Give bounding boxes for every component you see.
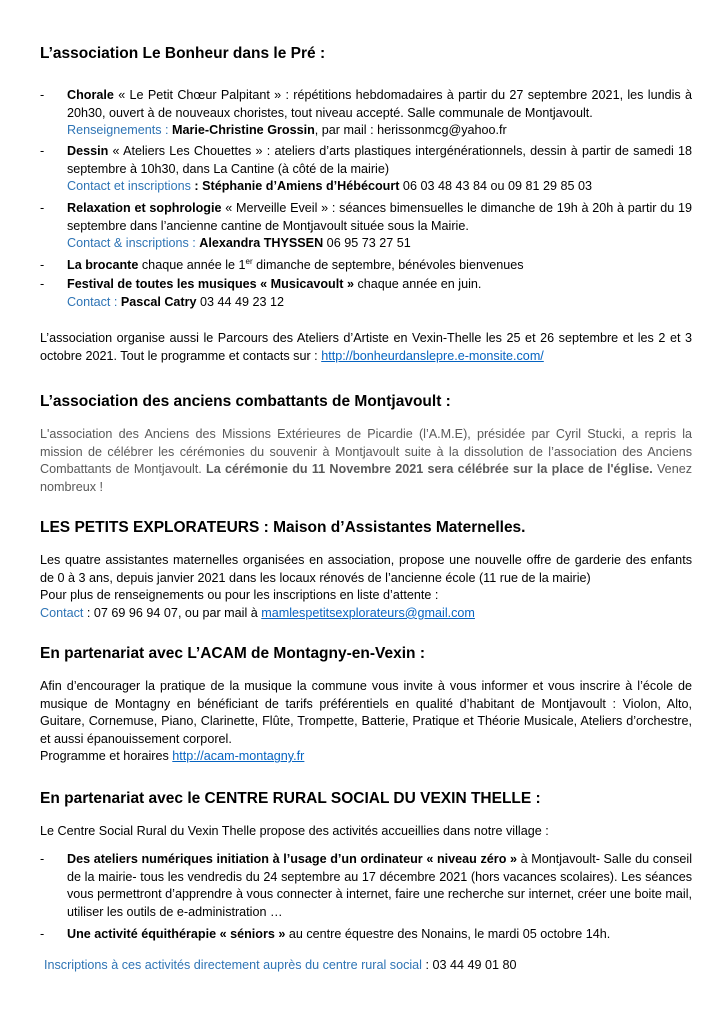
contact-rest: 03 44 49 23 12 <box>196 294 285 309</box>
footer-label: Inscriptions à ces activités directement auprès du centre rural social <box>44 958 422 972</box>
contact-label: Contact et inscriptions <box>67 179 195 194</box>
list-item-dessin <box>67 143 692 196</box>
bullet-dash: - <box>40 927 45 941</box>
contact-label: Contact <box>40 605 84 620</box>
section-body-acam <box>40 678 692 766</box>
section-title-centre-rural: En partenariat avec le CENTRE RURAL SOCIAL DU VEXIN THELLE : <box>40 790 541 807</box>
section-title-explorateurs: LES PETITS EXPLORATEURS : Maison d’Assistantes Maternelles. <box>40 519 526 536</box>
outro-text: L’association organise aussi le Parcours des Ateliers d’Artiste en Vexin-Thelle les 25 et 26 septembre et les 2 et 3 octobre 2021. Tout le programme et contacts sur : <box>40 331 692 363</box>
contact-rest: 06 03 48 43 84 ou 09 81 29 85 03 <box>399 179 593 194</box>
footer-phone: : 03 44 49 01 80 <box>422 958 517 972</box>
list-item-equitherapie <box>67 926 692 944</box>
item-text: « Ateliers Les Chouettes » : ateliers d’arts plastiques intergénérationnels, dessin à partir de samedi 18 septembre à 10h30, dans La Cantine (à côté de la mairie) <box>67 144 692 176</box>
bullet-dash: - <box>40 277 45 291</box>
item-name: La brocante <box>67 258 139 272</box>
list-item-brocante <box>67 257 692 275</box>
section-title-acam: En partenariat avec L’ACAM de Montagny-en-Vexin : <box>40 645 425 662</box>
bullet-dash: - <box>40 201 45 215</box>
bullet-dash: - <box>40 852 45 866</box>
contact-label: Contact & inscriptions : <box>67 236 200 251</box>
item-text: à Montjavoult- Salle du conseil de la mairie- tous les vendredis du 24 septembre au 17 décembre 2021 (hors vacances scolaires). Les séances vous permettront d’apprendre à vous connecter à internet, faire une recherche sur internet, créer une boite mail, utiliser les outils de e-administration … <box>67 852 692 919</box>
item-bold: Des ateliers numériques initiation à l’usage d’un ordinateur « niveau zéro » <box>67 852 518 866</box>
contact-name: : Stéphanie d’Amiens d’Hébécourt <box>194 179 400 194</box>
contact-name: Pascal Catry <box>120 294 197 309</box>
section-body-explorateurs <box>40 552 692 622</box>
item-name: Festival de toutes les musiques « Musicavoult » <box>67 277 354 291</box>
section-title-combattants: L’association des anciens combattants de Montjavoult : <box>40 393 451 410</box>
body-text: L'association des Anciens des Missions Extérieures de Picardie (l’A.M.E), présidée par Cyril Stucki, a repris la mission de célébrer les cérémonies du souvenir à Montjavoult suite à la dissolution de l’association des Anciens Combattants de Montjavoult. <box>40 427 692 477</box>
website-link[interactable]: http://bonheurdanslepre.e-monsite.com/ <box>321 348 544 363</box>
list-item-relaxation <box>67 200 692 253</box>
body-text: Les quatre assistantes maternelles organisées en association, propose une nouvelle offre de garderie des enfants de 0 à 3 ans, depuis janvier 2021 dans les locaux rénovés de l’ancienne école (11 rue de la mairie) <box>40 553 692 585</box>
item-name: Relaxation et sophrologie <box>67 201 222 215</box>
bullet-dash: - <box>40 258 45 272</box>
list-item-festival <box>67 276 692 311</box>
list-item-chorale <box>67 87 692 140</box>
item-text: au centre équestre des Nonains, le mardi 05 octobre 14h. <box>285 927 611 941</box>
footer-inscriptions <box>44 957 696 975</box>
contact-rest: : 07 69 96 94 07, ou par mail à <box>83 605 262 620</box>
item-text: dimanche de septembre, bénévoles bienvenues <box>252 258 524 272</box>
item-name: Dessin <box>67 144 109 158</box>
email-link[interactable]: mamlespetitsexplorateurs@gmail.com <box>261 605 475 620</box>
bullet-dash: - <box>40 144 45 158</box>
program-label: Programme et horaires <box>40 749 173 764</box>
superscript: er <box>245 256 253 266</box>
item-bold: Une activité équithérapie « séniors » <box>67 927 286 941</box>
item-text: chaque année en juin. <box>353 277 482 291</box>
acam-link[interactable]: http://acam-montagny.fr <box>172 749 305 764</box>
item-name: Chorale <box>67 88 114 102</box>
contact-name: Alexandra THYSSEN <box>199 236 324 251</box>
body-text-2: Pour plus de renseignements ou pour les inscriptions en liste d’attente : <box>40 588 439 603</box>
contact-name: Marie-Christine Grossin <box>172 123 315 138</box>
contact-rest: 06 95 73 27 51 <box>323 236 411 251</box>
bullet-dash: - <box>40 88 45 102</box>
section-body-combattants <box>40 426 692 496</box>
list-item-ateliers-numeriques <box>67 851 692 921</box>
item-text: « Merveille Eveil » : séances bimensuelles le dimanche de 19h à 20h à partir du 19 septembre dans l’ancienne cantine de Montjavoult située sous la Mairie. <box>67 201 692 233</box>
item-text: chaque année le 1 <box>138 258 246 272</box>
section-outro-parcours <box>40 330 692 365</box>
contact-label: Renseignements : <box>67 123 173 138</box>
item-text: « Le Petit Chœur Palpitant » : répétitions hebdomadaires à partir du 27 septembre 2021, les lundis à 20h30, ouvert à de nouveaux choristes, tout niveau accepté. Salle communale de Montjavoult. <box>67 88 692 120</box>
section-intro-centre-rural: Le Centre Social Rural du Vexin Thelle propose des activités accueillies dans notre village : <box>40 824 549 838</box>
contact-rest: , par mail : herissonmcg@yahoo.fr <box>314 123 507 138</box>
body-text: Afin d’encourager la pratique de la musique la commune vous invite à vous informer et vous inscrire à l’école de musique de Montagny en bénéficiant de tarifs préférentiels en qualité d’habitant de Montjavoult : Violon, Alto, Guitare, Cornemuse, Piano, Clarinette, Flûte, Trompette, Batterie, Pratique et Théorie Musicale, Ateliers d’orchestre, et aussi épanouissement corporel. <box>40 679 692 746</box>
contact-label: Contact : <box>67 294 121 309</box>
section-title-bonheur: L’association Le Bonheur dans le Pré : <box>40 45 326 62</box>
body-text-end: Venez nombreux ! <box>40 462 692 494</box>
body-bold-text: La cérémonie du 11 Novembre 2021 sera célébrée sur la place de l'église. <box>206 462 653 477</box>
